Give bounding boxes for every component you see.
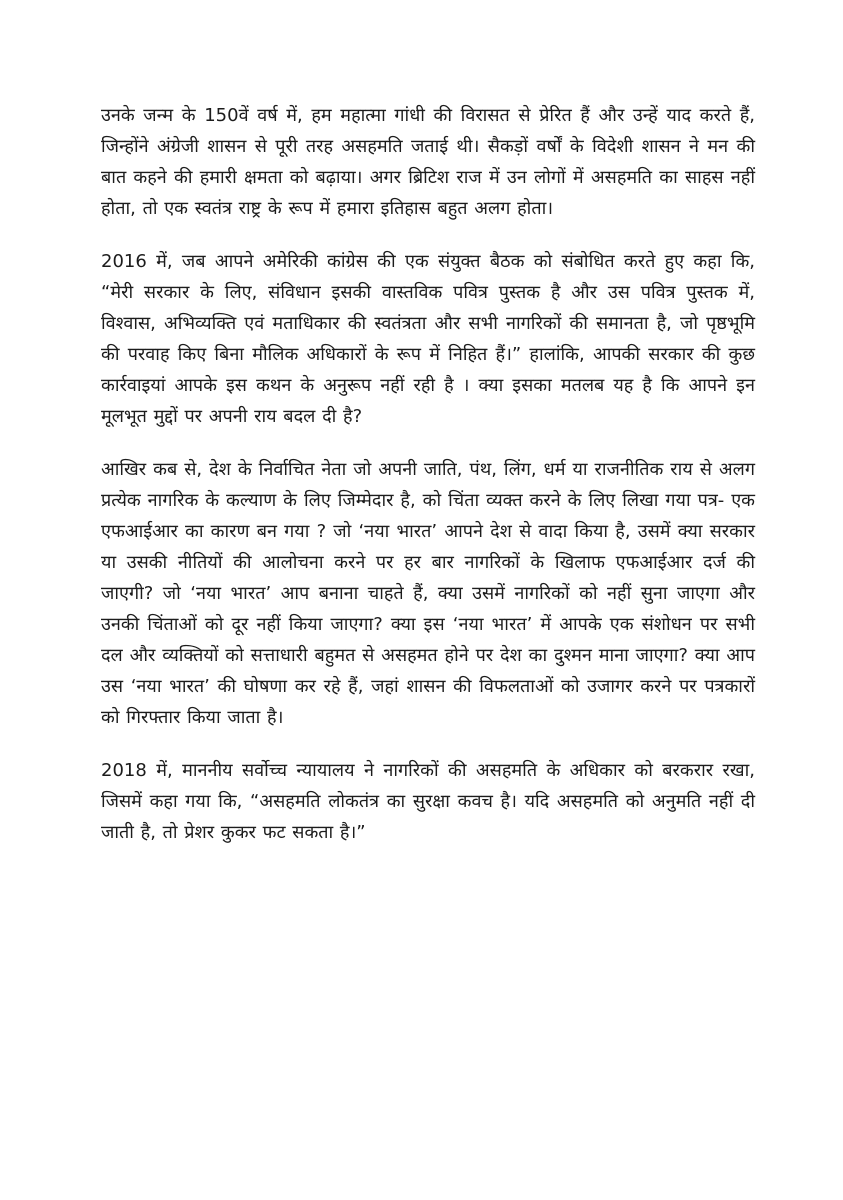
document-body [101,100,755,870]
paragraph-gandhi-legacy: उनके जन्म के 150वें वर्ष में, हम महात्मा गांधी की विरासत से प्रेरित हैं और उन्हें याद करते हैं, जिन्होंने अंग्रेजी शासन से पूरी तरह असहमति जताई थी। सैकड़ों वर्षों के विदेशी शासन ने मन की बात कहने की हमारी क्षमता को बढ़ाया। अगर ब्रिटिश राज में उन लोगों में असहमति का साहस नहीं होता, तो एक स्वतंत्र राष्ट्र के रूप में हमारा इतिहास बहुत अलग होता। [101,105,755,219]
paragraph-fir-new-india: आखिर कब से, देश के निर्वाचित नेता जो अपनी जाति, पंथ, लिंग, धर्म या राजनीतिक राय से अलग प्रत्येक नागरिक के कल्याण के लिए जिम्मेदार है, को चिंता व्यक्त करने के लिए लिखा गया पत्र- एक एफआईआर का कारण बन गया ? जो ‘नया भारत’ आपने देश से वादा किया है, उसमें क्या सरकार या उसकी नीतियों की आलोचना करने पर हर बार नागरिकों के खिलाफ एफआईआर दर्ज की जाएगी? जो ‘नया भारत’ आप बनाना चाहते हैं, क्या उसमें नागरिकों को नहीं सुना जाएगा और उनकी चिंताओं को दूर नहीं किया जाएगा? क्या इस ‘नया भारत’ में आपके एक संशोधन पर सभी दल और व्यक्तियों को सत्ताधारी बहुमत से असहमत होने पर देश का दुश्मन माना जाएगा? क्या आप उस ‘नया भारत’ की घोषणा कर रहे हैं, जहां शासन की विफलताओं को उजागर करने पर पत्रकारों को गिरफ्तार किया जाता है। [101,459,755,728]
paragraph-2016-congress-address: 2016 में, जब आपने अमेरिकी कांग्रेस की एक संयुक्त बैठक को संबोधित करते हुए कहा कि, “मेरी सरकार के लिए, संविधान इसकी वास्तविक पवित्र पुस्तक है और उस पवित्र पुस्तक में, विश्वास, अभिव्यक्ति एवं मताधिकार की स्वतंत्रता और सभी नागरिकों की समानता है, जो पृष्ठभूमि की परवाह किए बिना मौलिक अधिकारों के रूप में निहित हैं।” हालांकि, आपकी सरकार की कुछ कार्रवाइयां आपके इस कथन के अनुरूप नहीं रही है । क्या इसका मतलब यह है कि आपने इन मूलभूत मुद्दों पर अपनी राय बदल दी है? [101,251,755,427]
paragraph-2018-supreme-court: 2018 में, माननीय सर्वोच्च न्यायालय ने नागरिकों की असहमति के अधिकार को बरकरार रखा, जिसमें कहा गया कि, “असहमति लोकतंत्र का सुरक्षा कवच है। यदि असहमति को अनुमति नहीं दी जाती है, तो प्रेशर कुकर फट सकता है।” [101,760,755,843]
